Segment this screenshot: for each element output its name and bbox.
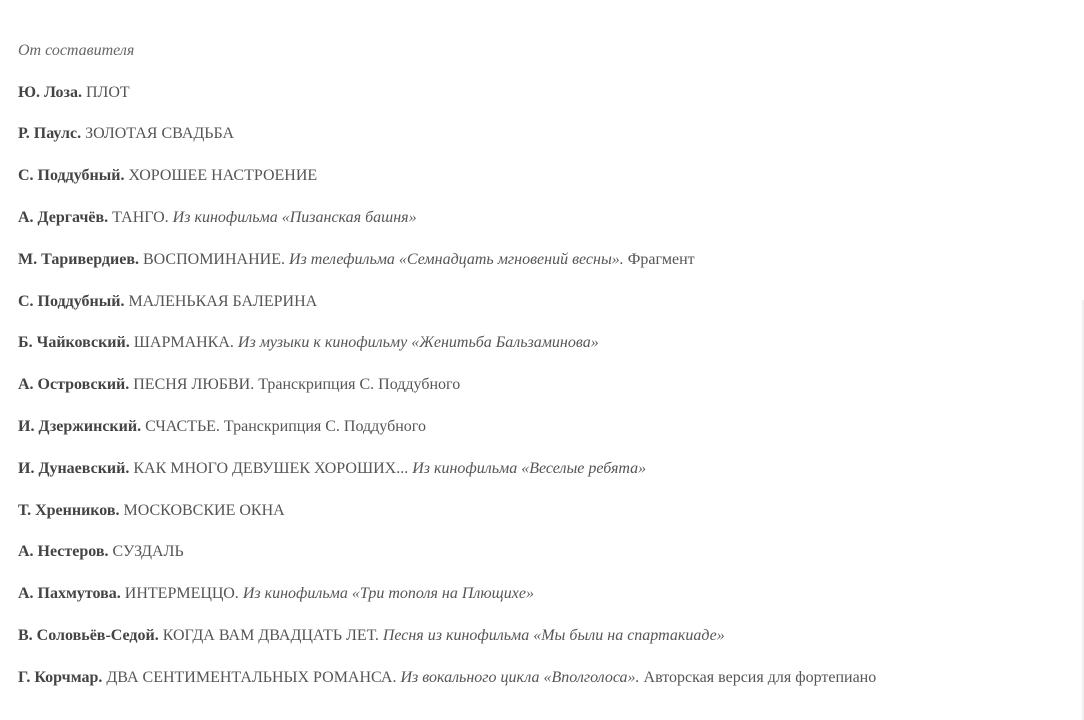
- contents-entry[interactable]: [18, 165, 1068, 186]
- entry-title: ЗОЛОТАЯ СВАДЬБА: [85, 125, 234, 143]
- contents-entry[interactable]: [18, 207, 1068, 228]
- entry-source: Из вокального цикла «Вполголоса».: [400, 668, 640, 686]
- entry-note: Транскрипция С. Поддубного: [258, 376, 461, 394]
- entry-note: Фрагмент: [627, 250, 695, 268]
- contents-entry[interactable]: [18, 667, 1068, 688]
- entry-composer: М. Таривердиев.: [18, 250, 139, 268]
- entry-composer: С. Поддубный.: [18, 167, 125, 185]
- preface-link[interactable]: От составителя: [18, 42, 135, 59]
- contents-entry[interactable]: [18, 458, 1068, 479]
- entry-composer: А. Дергачёв.: [18, 208, 109, 226]
- contents-list: [18, 82, 1068, 688]
- entry-title: ПЕСНЯ ЛЮБВИ.: [133, 376, 255, 394]
- entry-note: Транскрипция С. Поддубного: [223, 417, 426, 435]
- entry-title: ХОРОШЕЕ НАСТРОЕНИЕ: [128, 167, 318, 185]
- entry-title: КОГДА ВАМ ДВАДЦАТЬ ЛЕТ.: [162, 626, 379, 644]
- entry-title: ШАРМАНКА.: [133, 334, 234, 352]
- entry-composer: Р. Паулс.: [18, 125, 82, 143]
- entry-title: МАЛЕНЬКАЯ БАЛЕРИНА: [128, 292, 318, 310]
- contents-entry[interactable]: [18, 82, 1068, 103]
- entry-title: МОСКОВСКИЕ ОКНА: [123, 501, 285, 519]
- contents-entry[interactable]: [18, 249, 1068, 270]
- entry-composer: Б. Чайковский.: [18, 334, 130, 352]
- entry-source: Из кинофильма «Веселые ребята»: [412, 459, 647, 477]
- entry-title: СЧАСТЬЕ.: [145, 417, 220, 435]
- entry-composer: И. Дзержинский.: [18, 417, 142, 435]
- contents-entry[interactable]: [18, 583, 1068, 604]
- contents-entry[interactable]: [18, 332, 1068, 353]
- entry-title: ИНТЕРМЕЦЦО.: [124, 585, 239, 603]
- contents-entry[interactable]: [18, 291, 1068, 312]
- entry-title: КАК МНОГО ДЕВУШЕК ХОРОШИХ...: [133, 459, 409, 477]
- entry-composer: Т. Хренников.: [18, 501, 120, 519]
- contents-entry[interactable]: [18, 541, 1068, 562]
- entry-title: ДВА СЕНТИМЕНТАЛЬНЫХ РОМАНСА.: [106, 668, 397, 686]
- entry-note: Авторская версия для фортепиано: [643, 668, 877, 686]
- entry-composer: С. Поддубный.: [18, 292, 125, 310]
- entry-source: Из кинофильма «Пизанская башня»: [172, 208, 417, 226]
- entry-composer: А. Островский.: [18, 376, 130, 394]
- entry-composer: В. Соловьёв-Седой.: [18, 626, 159, 644]
- entry-composer: А. Пахмутова.: [18, 585, 121, 603]
- entry-title: СУЗДАЛЬ: [112, 543, 184, 561]
- entry-source: Из кинофильма «Три тополя на Плющихе»: [242, 585, 534, 603]
- entry-title: ПЛОТ: [85, 83, 130, 101]
- entry-composer: Г. Корчмар.: [18, 668, 103, 686]
- contents-entry[interactable]: [18, 374, 1068, 395]
- contents-entry[interactable]: [18, 123, 1068, 144]
- entry-composer: А. Нестеров.: [18, 543, 109, 561]
- contents-entry[interactable]: [18, 416, 1068, 437]
- entry-title: ТАНГО.: [112, 208, 169, 226]
- entry-source: Из музыки к кинофильму «Женитьба Бальзаминова»: [237, 334, 599, 352]
- contents-entry[interactable]: [18, 625, 1068, 646]
- entry-source: Песня из кинофильма «Мы были на спартакиаде»: [382, 626, 725, 644]
- table-of-contents: [18, 40, 1068, 709]
- entry-title: ВОСПОМИНАНИЕ.: [142, 250, 285, 268]
- entry-source: Из телефильма «Семнадцать мгновений весны».: [288, 250, 624, 268]
- contents-entry[interactable]: [18, 500, 1068, 521]
- entry-composer: И. Дунаевский.: [18, 459, 130, 477]
- entry-composer: Ю. Лоза.: [18, 83, 82, 101]
